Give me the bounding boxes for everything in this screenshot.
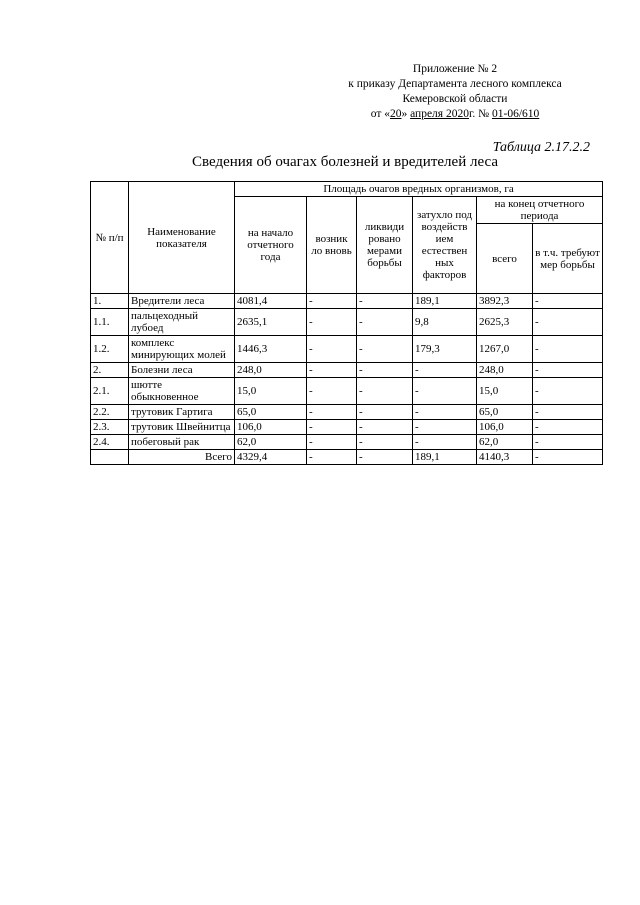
total-need: -: [533, 450, 603, 465]
appendix-number: Приложение № 2: [412, 63, 498, 75]
col-header-end-need: в т.ч. требуют мер борьбы: [533, 224, 603, 294]
cell-total: 248,0: [477, 363, 533, 378]
total-total: 4140,3: [477, 450, 533, 465]
cell-new: -: [307, 378, 357, 405]
cell-total: 3892,3: [477, 294, 533, 309]
col-header-faded: затухло под воздейств ием естествен ных факторов: [413, 197, 477, 294]
cell-start: 248,0: [235, 363, 307, 378]
cell-total: 2625,3: [477, 309, 533, 336]
col-header-name: Наименование показателя: [129, 182, 235, 294]
cell-liq: -: [357, 378, 413, 405]
cell-new: -: [307, 435, 357, 450]
cell-need: -: [533, 405, 603, 420]
cell-no: 1.: [91, 294, 129, 309]
total-faded: 189,1: [413, 450, 477, 465]
table-body: [91, 294, 603, 465]
cell-start: 106,0: [235, 420, 307, 435]
cell-no: 2.2.: [91, 405, 129, 420]
cell-liq: -: [357, 309, 413, 336]
cell-no: 2.3.: [91, 420, 129, 435]
cell-start: 65,0: [235, 405, 307, 420]
total-row: [91, 450, 603, 465]
cell-start: 2635,1: [235, 309, 307, 336]
cell-need: -: [533, 336, 603, 363]
total-empty-cell: [91, 450, 129, 465]
cell-start: 62,0: [235, 435, 307, 450]
cell-faded: -: [413, 363, 477, 378]
cell-name: шютте обыкновенное: [129, 378, 235, 405]
cell-name: Болезни леса: [129, 363, 235, 378]
cell-start: 15,0: [235, 378, 307, 405]
cell-no: 2.1.: [91, 378, 129, 405]
cell-new: -: [307, 309, 357, 336]
cell-name: Вредители леса: [129, 294, 235, 309]
col-header-start: на начало отчетного года: [235, 197, 307, 294]
col-header-liquidated: ликвиди ровано мерами борьбы: [357, 197, 413, 294]
cell-new: -: [307, 420, 357, 435]
cell-need: -: [533, 309, 603, 336]
cell-total: 1267,0: [477, 336, 533, 363]
cell-name: побеговый рак: [129, 435, 235, 450]
cell-faded: 189,1: [413, 294, 477, 309]
cell-liq: -: [357, 420, 413, 435]
cell-faded: -: [413, 378, 477, 405]
cell-need: -: [533, 420, 603, 435]
order-number: 01-06/610: [492, 108, 540, 120]
region-name: Кемеровской области: [402, 93, 508, 105]
cell-need: -: [533, 294, 603, 309]
col-header-end-total: всего: [477, 224, 533, 294]
document-title: Сведения об очагах болезней и вредителей леса: [192, 154, 498, 170]
col-header-end-group: на конец отчетного периода: [477, 197, 603, 224]
cell-total: 65,0: [477, 405, 533, 420]
cell-faded: 179,3: [413, 336, 477, 363]
cell-no: 1.2.: [91, 336, 129, 363]
table-row: [91, 309, 603, 336]
cell-new: -: [307, 405, 357, 420]
cell-new: -: [307, 363, 357, 378]
cell-need: -: [533, 363, 603, 378]
table-label: Таблица 2.17.2.2: [492, 140, 590, 155]
total-start: 4329,4: [235, 450, 307, 465]
table-row: [91, 420, 603, 435]
total-new: -: [307, 450, 357, 465]
cell-start: 4081,4: [235, 294, 307, 309]
table-row: [91, 405, 603, 420]
col-header-area-group: Площадь очагов вредных организмов, га: [235, 182, 603, 197]
cell-name: трутовик Гартига: [129, 405, 235, 420]
cell-liq: -: [357, 405, 413, 420]
order-reference: к приказу Департамента лесного комплекса: [348, 78, 562, 90]
cell-faded: 9,8: [413, 309, 477, 336]
cell-no: 1.1.: [91, 309, 129, 336]
table-row: [91, 378, 603, 405]
cell-liq: -: [357, 363, 413, 378]
cell-liq: -: [357, 294, 413, 309]
table-row: [91, 363, 603, 378]
pests-diseases-table: [90, 181, 603, 465]
cell-liq: -: [357, 435, 413, 450]
cell-total: 106,0: [477, 420, 533, 435]
cell-name: комплекс минирующих молей: [129, 336, 235, 363]
cell-start: 1446,3: [235, 336, 307, 363]
order-date-line: от «20» апреля 2020г. № 01-06/610: [370, 108, 540, 120]
cell-need: -: [533, 378, 603, 405]
total-liq: -: [357, 450, 413, 465]
cell-faded: -: [413, 435, 477, 450]
cell-need: -: [533, 435, 603, 450]
appendix-header: [300, 62, 610, 122]
cell-faded: -: [413, 420, 477, 435]
total-label: Всего: [129, 450, 235, 465]
cell-name: трутовик Швейнитца: [129, 420, 235, 435]
table-row: [91, 294, 603, 309]
order-month-year: апреля 2020: [410, 108, 469, 120]
cell-name: пальцеходный лубоед: [129, 309, 235, 336]
col-header-number: № п/п: [91, 182, 129, 294]
cell-no: 2.4.: [91, 435, 129, 450]
cell-new: -: [307, 336, 357, 363]
order-day: 20: [389, 108, 402, 120]
cell-total: 62,0: [477, 435, 533, 450]
cell-faded: -: [413, 405, 477, 420]
cell-new: -: [307, 294, 357, 309]
cell-no: 2.: [91, 363, 129, 378]
table-row: [91, 336, 603, 363]
cell-liq: -: [357, 336, 413, 363]
cell-total: 15,0: [477, 378, 533, 405]
table-row: [91, 435, 603, 450]
col-header-new: возник ло вновь: [307, 197, 357, 294]
